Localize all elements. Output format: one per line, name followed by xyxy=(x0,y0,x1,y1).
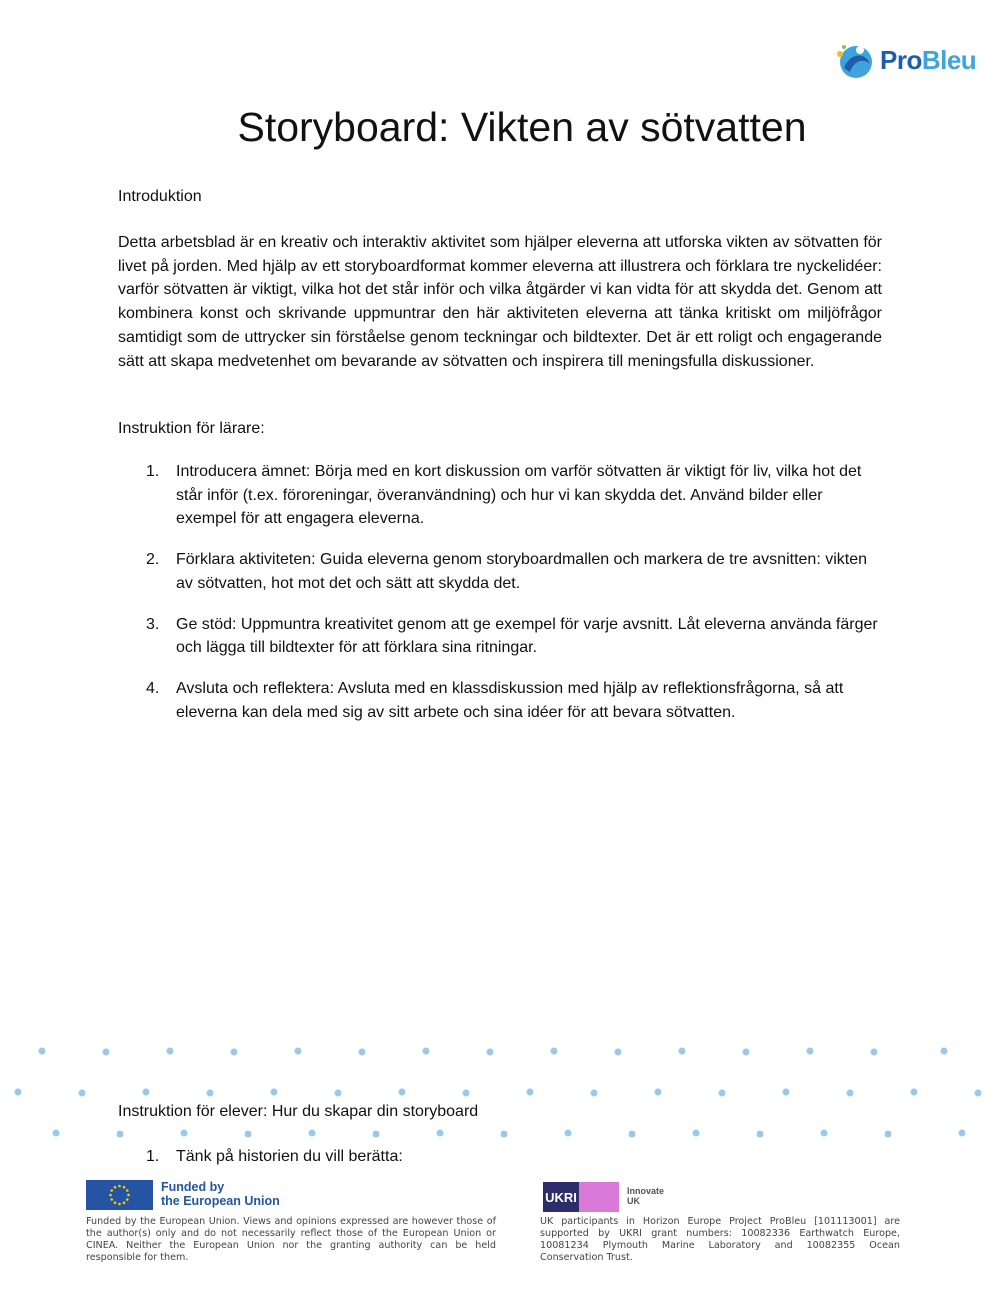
logo-bleu-text: Bleu xyxy=(921,44,977,75)
eu-funded-line-1: Funded by xyxy=(161,1180,225,1194)
list-item xyxy=(146,613,886,660)
list-item xyxy=(146,460,886,531)
list-item xyxy=(146,548,886,595)
eu-disclaimer: Funded by the European Union. Views and opinions expressed are however those of the author(s) only and do not necessarily reflect those of the European Union or CINEA. Neither the European Union nor the granting authority can be held responsible for them. xyxy=(86,1216,496,1263)
list-item-number: 1. xyxy=(146,463,160,480)
eu-flag-icon xyxy=(86,1180,153,1210)
list-item xyxy=(146,677,886,724)
student-instructions-heading: Instruktion för elever: Hur du skapar din storyboard xyxy=(118,1103,479,1120)
list-item xyxy=(146,1145,403,1169)
list-item-text: Tänk på historien du vill berätta: xyxy=(176,1148,403,1165)
innovate-line-2: UK xyxy=(627,1196,640,1206)
list-item-number: 3. xyxy=(146,615,160,633)
decorative-droplet-pattern xyxy=(0,1035,1000,1145)
list-item-number: 1. xyxy=(146,1148,160,1165)
logo-pro-text: Pro xyxy=(880,44,922,75)
list-item-text: Avsluta och reflektera: Avsluta med en klassdiskussion med hjälp av reflektionsfrågorna, så att eleverna kan dela med sig av sitt arbete och sina idéer för att bevara sötvatten. xyxy=(176,679,844,721)
ukri-logo-icon xyxy=(543,1182,619,1212)
list-item-text: Förklara aktiviteten: Guida eleverna genom storyboardmallen och markera de tre avsnitten: vikten av sötvatten, hot mot det och sätt att skydda det. xyxy=(176,551,868,592)
probleu-logo xyxy=(832,38,976,82)
probleu-logo-icon xyxy=(832,38,876,82)
list-item-text: Ge stöd: Uppmuntra kreativitet genom att ge exempel för varje avsnitt. Låt eleverna använda färger och lägga till bildtexter för att förklara sina ritningar. xyxy=(176,615,878,657)
page-title: Storyboard: Vikten av sötvatten xyxy=(237,104,807,150)
eu-funded-label xyxy=(161,1180,280,1208)
list-item-text: Introducera ämnet: Börja med en kort diskussion om varför sötvatten är viktigt för liv, vilka hot det står inför (t.ex. föroreningar, överanvändning) och hur vi kan skydda det. Använd bilder eller exempel för att engagera eleverna. xyxy=(176,463,862,528)
probleu-wordmark xyxy=(880,45,976,76)
teacher-instructions-heading: Instruktion för lärare: xyxy=(118,420,265,437)
intro-heading: Introduktion xyxy=(118,188,202,205)
innovate-line-1: Innovate xyxy=(627,1186,665,1196)
list-item-number: 4. xyxy=(146,679,160,697)
ukri-logo-text: UKRI xyxy=(545,1190,577,1205)
teacher-instructions-list xyxy=(146,460,886,741)
eu-funded-line-2: the European Union xyxy=(161,1194,280,1208)
intro-paragraph: Detta arbetsblad är en kreativ och interaktiv aktivitet som hjälper eleverna att utforska vikten av sötvatten för livet på jorden. Med hjälp av ett storyboardformat kommer eleverna att illustrera och förklara tre nyckelidéer: varför sötvatten är viktigt, vilka hot det står inför och vilka åtgärder vi kan vidta för att skydda det. Genom att kombinera konst och skrivande uppmuntrar den här aktiviteten eleverna att tänka kritiskt om miljöfrågor samtidigt som de uttrycker sin förståelse genom teckningar och bildtexter. Det är ett roligt och engagerande sätt att skapa medvetenhet om bevarande av sötvatten och inspirera till meningsfulla diskussioner. xyxy=(118,234,882,370)
innovate-uk-label xyxy=(627,1186,664,1206)
list-item-number: 2. xyxy=(146,551,160,569)
ukri-disclaimer: UK participants in Horizon Europe Project ProBleu [101113001] are supported by UKRI grant numbers: 10082336 Earthwatch Europe, 10081234 Plymouth Marine Laboratory and 10082355 Ocean Conservation Trust. xyxy=(540,1216,900,1263)
